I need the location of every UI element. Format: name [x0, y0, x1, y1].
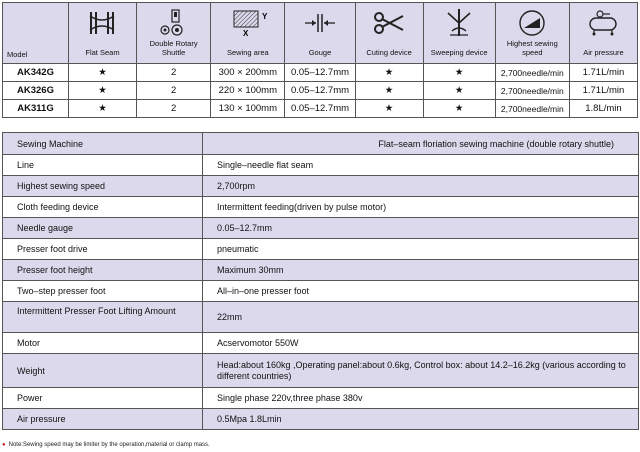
sewing-area-value: 300 × 200mm [211, 64, 285, 82]
spec-row [3, 133, 639, 155]
gouge-value: 0.05–12.7mm [285, 64, 355, 82]
spec-row [3, 239, 639, 260]
footnote-text: Note:Sewing speed may be limiter by the operation,material or clamp mass. [8, 442, 210, 448]
sweeping-value: ★ [423, 82, 495, 100]
spec-value: 22mm [203, 302, 639, 333]
air-value: 1.71L/min [569, 64, 637, 82]
shuttle-value: 2 [137, 82, 211, 100]
spec-label: Motor [3, 333, 203, 354]
axis-y-label: Y [261, 12, 268, 21]
spec-value: 0.5Mpa 1.8Lmin [203, 409, 639, 430]
model-row [3, 100, 638, 118]
header-label: Flat Seam [85, 48, 120, 57]
cutting-value: ★ [355, 100, 423, 118]
model-header-label: Model [7, 50, 28, 59]
model-row [3, 82, 638, 100]
header-cutting [355, 3, 423, 64]
speed-gauge-icon [517, 9, 547, 37]
sewing-area-value: 130 × 100mm [211, 100, 285, 118]
spec-row [3, 302, 639, 333]
model-name: AK326G [3, 82, 69, 100]
header-label: Double Rotary Shuttle [149, 39, 198, 57]
header-sewing-area [211, 3, 285, 64]
spec-value: Intermittent feeding(driven by pulse motor) [203, 197, 639, 218]
spec-row [3, 176, 639, 197]
shuttle-value: 2 [137, 100, 211, 118]
header-label: Highest sewing speed [506, 39, 558, 57]
header-label: Air pressure [583, 48, 624, 57]
spec-label: Sewing Machine [3, 133, 203, 155]
spec-row [3, 260, 639, 281]
spec-label: Line [3, 155, 203, 176]
spec-table [2, 132, 639, 430]
spec-value: All–in–one presser foot [203, 281, 639, 302]
gouge-value: 0.05–12.7mm [285, 82, 355, 100]
spec-label: Weight [3, 354, 203, 388]
gouge-value: 0.05–12.7mm [285, 100, 355, 118]
speed-value: 2,700needle/min [495, 64, 569, 82]
spec-row [3, 218, 639, 239]
air-value: 1.8L/min [569, 100, 637, 118]
spec-value: pneumatic [203, 239, 639, 260]
spec-row [3, 354, 639, 388]
spec-value: Flat–seam floriation sewing machine (double rotary shuttle) [203, 133, 639, 155]
model-row [3, 64, 638, 82]
sweeping-device-icon [444, 9, 474, 37]
footnote [2, 442, 210, 448]
models-header-row [3, 3, 638, 64]
spec-value: 2,700rpm [203, 176, 639, 197]
header-rotary-shuttle [137, 3, 211, 64]
model-header-cell [3, 3, 69, 64]
spec-value: Single phase 220v,three phase 380v [203, 388, 639, 409]
models-table [2, 2, 638, 118]
air-compressor-icon [586, 10, 620, 36]
rotary-shuttle-icon [157, 9, 191, 37]
sweeping-value: ★ [423, 64, 495, 82]
gouge-icon [303, 12, 337, 34]
spec-label: Needle gauge [3, 218, 203, 239]
flat-seam-value: ★ [68, 64, 136, 82]
header-label: Sweeping device [430, 48, 488, 57]
header-air [569, 3, 637, 64]
flat-seam-value: ★ [68, 82, 136, 100]
sewing-area-icon [228, 9, 268, 37]
spec-row [3, 281, 639, 302]
header-label: Gouge [308, 48, 332, 57]
spec-label: Highest sewing speed [3, 176, 203, 197]
axis-x-label: X [242, 29, 249, 37]
air-value: 1.71L/min [569, 82, 637, 100]
spec-row [3, 409, 639, 430]
spec-row [3, 155, 639, 176]
header-flat-seam [68, 3, 136, 64]
cutting-value: ★ [355, 64, 423, 82]
bullet-icon: ● [2, 442, 6, 448]
header-speed [495, 3, 569, 64]
header-label: Cuting device [366, 48, 412, 57]
model-name: AK311G [3, 100, 69, 118]
spec-label: Cloth feeding device [3, 197, 203, 218]
header-gouge [285, 3, 355, 64]
sewing-area-value: 220 × 100mm [211, 82, 285, 100]
scissors-icon [373, 11, 405, 35]
shuttle-value: 2 [137, 64, 211, 82]
spec-label: Presser foot height [3, 260, 203, 281]
spec-row [3, 197, 639, 218]
spec-value: Acservomotor 550W [203, 333, 639, 354]
spec-label: Power [3, 388, 203, 409]
speed-value: 2,700needle/min [495, 82, 569, 100]
model-name: AK342G [3, 64, 69, 82]
spec-value: 0.05–12.7mm [203, 218, 639, 239]
spec-row [3, 333, 639, 354]
spec-row [3, 388, 639, 409]
spec-label: Air pressure [3, 409, 203, 430]
header-sweeping [423, 3, 495, 64]
flat-seam-value: ★ [68, 100, 136, 118]
spec-value: Single–needle flat seam [203, 155, 639, 176]
flat-seam-icon [87, 10, 117, 36]
spec-value: Head:about 160kg ,Operating panel:about 0.6kg, Control box: about 14.2–16.2kg (various according to different countries) [203, 354, 639, 388]
spec-label: Intermittent Presser Foot Lifting Amount [3, 302, 203, 333]
spec-value: Maximum 30mm [203, 260, 639, 281]
header-label: Sewing area [226, 48, 269, 57]
speed-value: 2,700needle/min [495, 100, 569, 118]
cutting-value: ★ [355, 82, 423, 100]
sweeping-value: ★ [423, 100, 495, 118]
spec-label: Presser foot drive [3, 239, 203, 260]
spec-label: Two–step presser foot [3, 281, 203, 302]
